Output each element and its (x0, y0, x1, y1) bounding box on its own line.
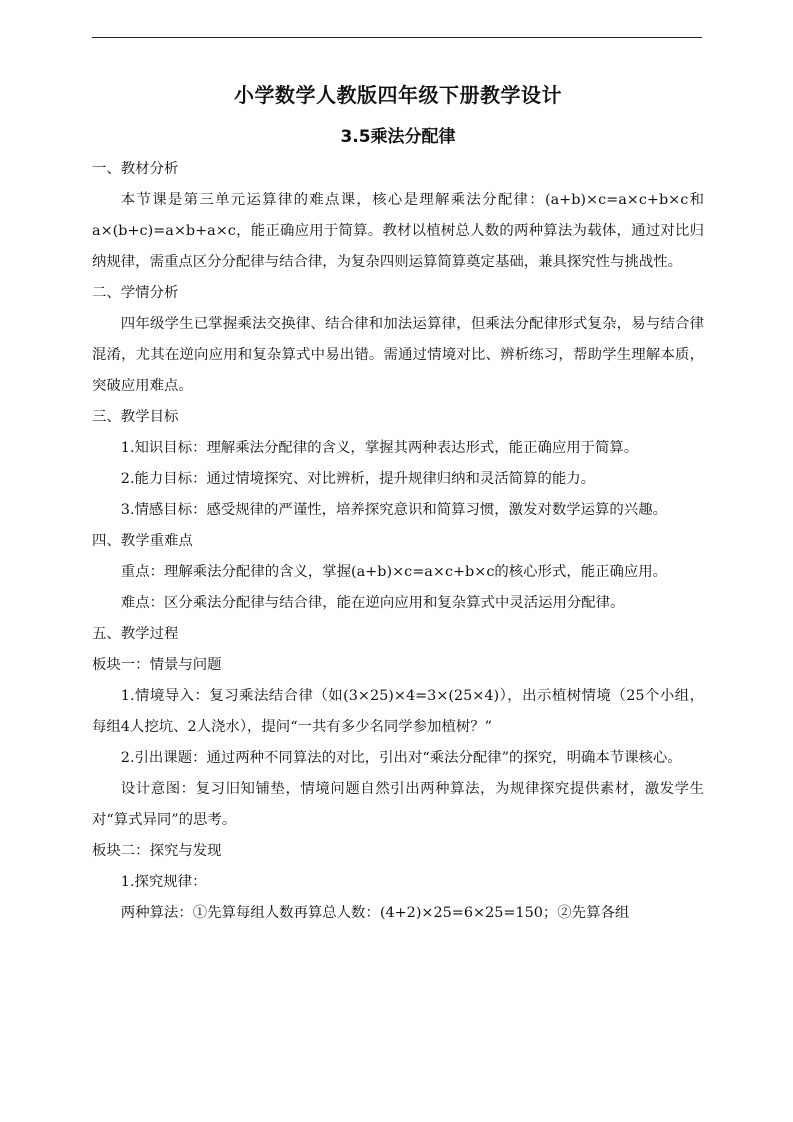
paragraph: 本节课是第三单元运算律的难点课，核心是理解乘法分配律：(a+b)×c=a×c+b×c和a×(b+c)=a×b+a×c，能正确应用于简算。教材以植树总人数的两种算法为载体，通过对比归纳规律，需重点区分分配律与结合律，为复杂四则运算简算奠定基础，兼具探究性与挑战性。 (92, 192, 704, 270)
lesson-title: 3.5乘法分配律 (340, 127, 456, 147)
section-heading: 板块二：探究与发现 (92, 843, 222, 859)
section-heading: 五、教学过程 (92, 626, 179, 642)
paragraph: 3.情感目标：感受规律的严谨性，培养探究意识和简算习惯，激发对数学运算的兴趣。 (120, 502, 667, 518)
header-rule (92, 37, 702, 38)
section-heading: 二、学情分析 (92, 285, 179, 301)
paragraph: 设计意图：复习旧知铺垫，情境问题自然引出两种算法，为规律探究提供素材，激发学生对“算式异同”的思考。 (92, 781, 704, 828)
document-title: 小学数学人教版四年级下册教学设计 (234, 83, 562, 107)
paragraph: 1.知识目标：理解乘法分配律的含义，掌握其两种表达形式，能正确应用于简算。 (120, 440, 639, 456)
document-content (92, 80, 704, 929)
paragraph: 1.探究规律： (120, 874, 207, 890)
section-heading: 板块一：情景与问题 (92, 657, 222, 673)
paragraph: 2.引出课题：通过两种不同算法的对比，引出对“乘法分配律”的探究，明确本节课核心。 (120, 750, 682, 766)
section-heading: 四、教学重难点 (92, 533, 193, 549)
paragraph: 重点：理解乘法分配律的含义，掌握(a+b)×c=a×c+b×c的核心形式，能正确应用。 (120, 564, 668, 580)
paragraph: 两种算法：①先算每组人数再算总人数：(4+2)×25=6×25=150；②先算各组 (120, 905, 630, 921)
paragraph: 四年级学生已掌握乘法交换律、结合律和加法运算律，但乘法分配律形式复杂，易与结合律混淆，尤其在逆向应用和复杂算式中易出错。需通过情境对比、辨析练习，帮助学生理解本质，突破应用难点。 (92, 316, 704, 394)
section-heading: 一、教材分析 (92, 161, 179, 177)
document-body (92, 154, 704, 929)
section-heading: 三、教学目标 (92, 409, 179, 425)
paragraph: 2.能力目标：通过情境探究、对比辨析，提升规律归纳和灵活简算的能力。 (120, 471, 596, 487)
paragraph: 难点：区分乘法分配律与结合律，能在逆向应用和复杂算式中灵活运用分配律。 (120, 595, 625, 611)
paragraph: 1.情境导入：复习乘法结合律（如(3×25)×4=3×(25×4)），出示植树情境（25个小组，每组4人挖坑、2人浇水），提问“一共有多少名同学参加植树？” (92, 688, 704, 735)
